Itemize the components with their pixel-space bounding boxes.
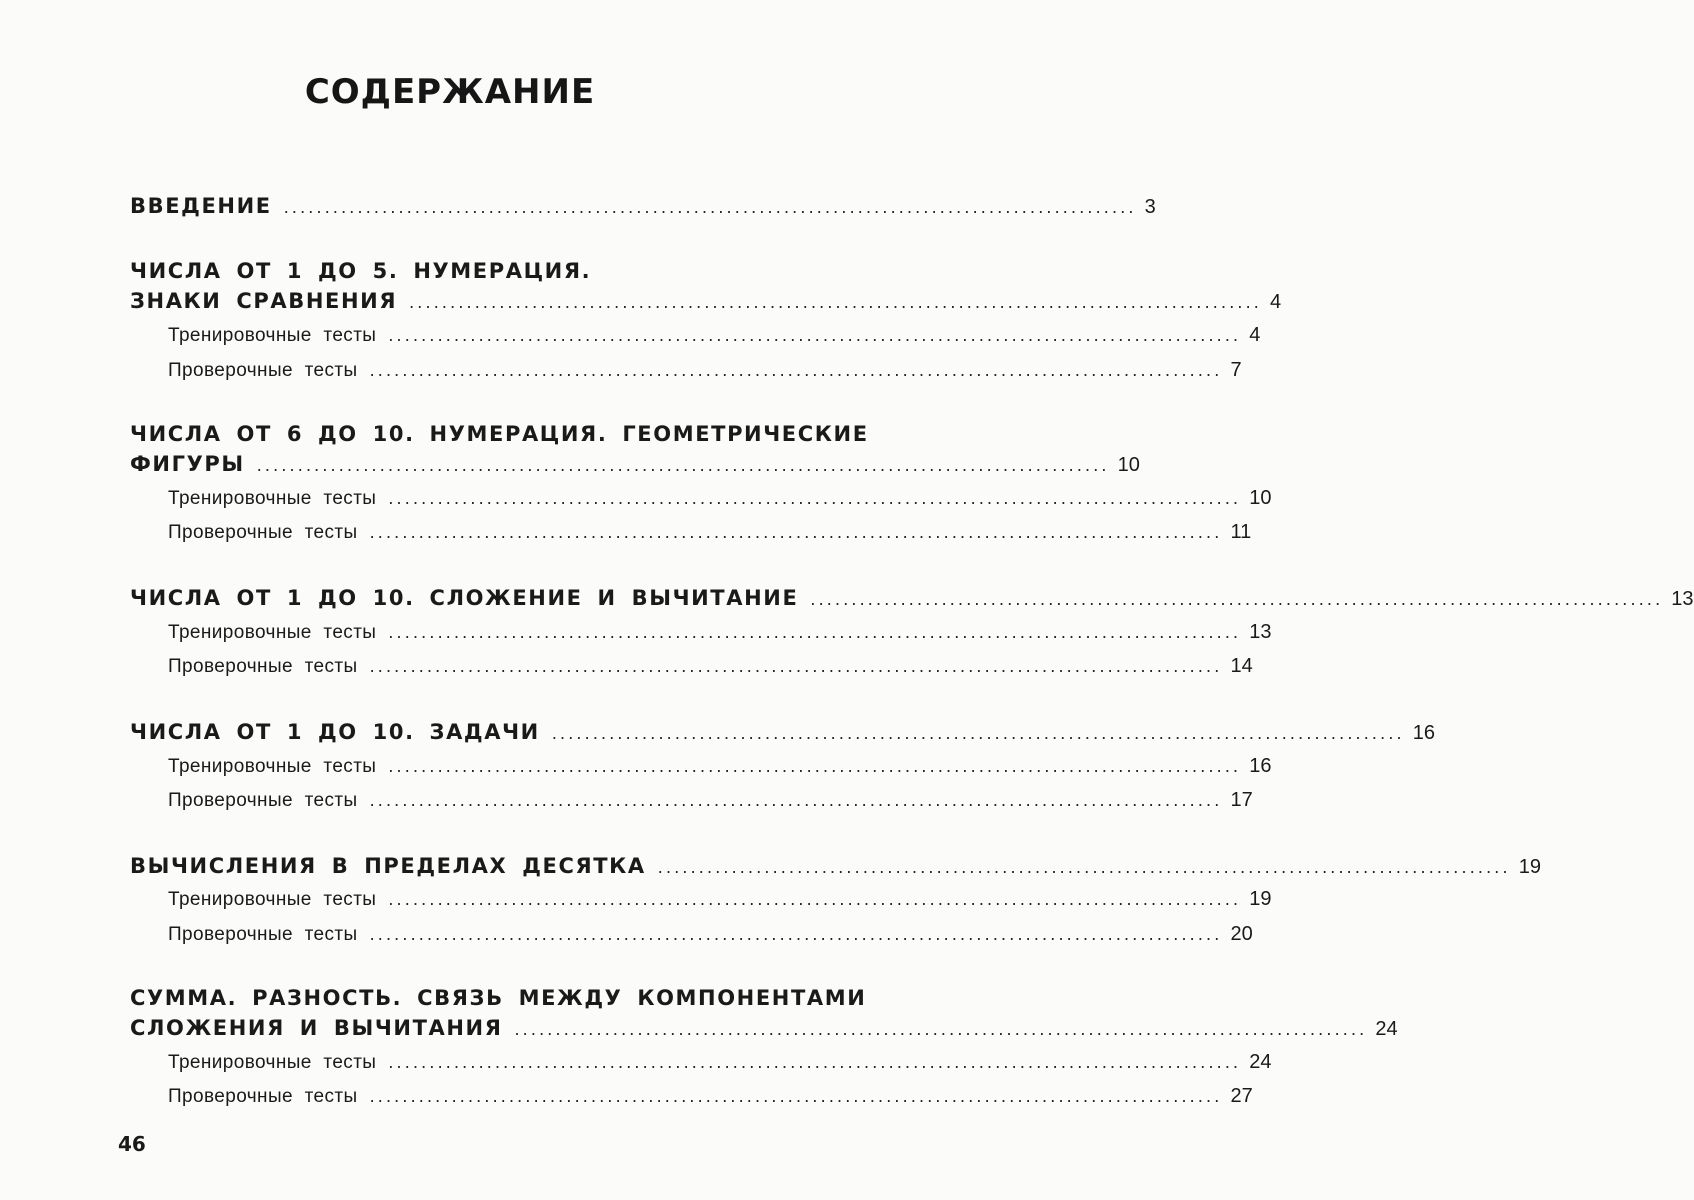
toc-entry-section[interactable] bbox=[0, 1016, 1398, 1046]
toc-page-number: 3 bbox=[1144, 196, 1156, 218]
dot-leader: ........................................................................................................ bbox=[388, 325, 1242, 345]
toc-entry-subsection[interactable] bbox=[0, 1085, 1253, 1115]
toc-page-number: 10 bbox=[1117, 454, 1140, 476]
toc-entry-subsection[interactable] bbox=[0, 487, 1272, 517]
toc-entry-label: Проверочные тесты bbox=[168, 1086, 358, 1107]
toc-section-heading-line: ЧИСЛА ОТ 6 ДО 10. НУМЕРАЦИЯ. ГЕОМЕТРИЧЕСКИЕ bbox=[130, 422, 869, 446]
toc-entry-label: Тренировочные тесты bbox=[168, 1052, 377, 1073]
dot-leader: ........................................................................................................ bbox=[388, 622, 1242, 642]
toc-page-number: 13 bbox=[1249, 621, 1272, 643]
toc-entry-section[interactable] bbox=[0, 854, 1541, 884]
toc-entry-subsection[interactable] bbox=[0, 923, 1253, 953]
toc-entry-label: Тренировочные тесты bbox=[168, 889, 377, 910]
toc-page-number: 10 bbox=[1249, 487, 1272, 509]
toc-entry-label: Тренировочные тесты bbox=[168, 622, 377, 643]
dot-leader: ........................................................................................................ bbox=[388, 889, 1242, 909]
toc-page-number: 17 bbox=[1230, 789, 1253, 811]
toc-entry-subsection[interactable] bbox=[0, 359, 1242, 389]
toc-entry-section[interactable] bbox=[0, 452, 1140, 482]
dot-leader: ........................................................................................................ bbox=[256, 455, 1110, 475]
toc-page-number: 27 bbox=[1230, 1085, 1253, 1107]
toc-entry-label: ЧИСЛА ОТ 1 ДО 10. СЛОЖЕНИЕ И ВЫЧИТАНИЕ bbox=[130, 586, 799, 610]
toc-section-heading-line: СУММА. РАЗНОСТЬ. СВЯЗЬ МЕЖДУ КОМПОНЕНТАМИ bbox=[130, 986, 867, 1010]
toc-page-number: 16 bbox=[1412, 722, 1435, 744]
toc-entry-label: Проверочные тесты bbox=[168, 790, 358, 811]
toc-page-number: 19 bbox=[1518, 856, 1541, 878]
toc-page-number: 14 bbox=[1230, 655, 1253, 677]
dot-leader: ........................................................................................................ bbox=[551, 723, 1405, 743]
dot-leader: ........................................................................................................ bbox=[369, 1086, 1223, 1106]
toc-entry-intro[interactable] bbox=[0, 194, 1156, 224]
toc-entry-label: Проверочные тесты bbox=[168, 924, 358, 945]
dot-leader: ........................................................................................................ bbox=[369, 656, 1223, 676]
toc-entry-label: ВЫЧИСЛЕНИЯ В ПРЕДЕЛАХ ДЕСЯТКА bbox=[130, 854, 646, 878]
page-title: СОДЕРЖАНИЕ bbox=[304, 72, 596, 112]
dot-leader: ........................................................................................................ bbox=[810, 589, 1664, 609]
dot-leader: ........................................................................................................ bbox=[409, 292, 1263, 312]
toc-entry-subsection[interactable] bbox=[0, 655, 1253, 685]
toc-page-number: 4 bbox=[1270, 291, 1282, 313]
toc-entry-label: СЛОЖЕНИЯ И ВЫЧИТАНИЯ bbox=[130, 1016, 503, 1040]
toc-entry-subsection[interactable] bbox=[0, 1051, 1272, 1081]
dot-leader: ........................................................................................................ bbox=[657, 857, 1511, 877]
toc-entry-label: Тренировочные тесты bbox=[168, 756, 377, 777]
toc-entry-subsection[interactable] bbox=[0, 789, 1253, 819]
toc-page-number: 13 bbox=[1671, 588, 1694, 610]
toc-page-number: 7 bbox=[1230, 359, 1242, 381]
toc-page-number: 11 bbox=[1230, 521, 1252, 543]
toc-entry-label: Тренировочные тесты bbox=[168, 325, 377, 346]
toc-entry-label: ВВЕДЕНИЕ bbox=[130, 194, 272, 218]
toc-entry-subsection[interactable] bbox=[0, 755, 1272, 785]
toc-entry-label: ЗНАКИ СРАВНЕНИЯ bbox=[130, 289, 398, 313]
dot-leader: ........................................................................................................ bbox=[369, 790, 1223, 810]
dot-leader: ........................................................................................................ bbox=[514, 1019, 1368, 1039]
dot-leader: ........................................................................................................ bbox=[369, 924, 1223, 944]
dot-leader: ........................................................................................................ bbox=[283, 197, 1137, 217]
toc-entry-label: ЧИСЛА ОТ 1 ДО 10. ЗАДАЧИ bbox=[130, 720, 540, 744]
toc-section-heading-line: ЧИСЛА ОТ 1 ДО 5. НУМЕРАЦИЯ. bbox=[130, 259, 592, 283]
dot-leader: ........................................................................................................ bbox=[369, 360, 1223, 380]
toc-entry-subsection[interactable] bbox=[0, 521, 1252, 551]
toc-entry-section[interactable] bbox=[0, 586, 1694, 616]
page-number: 46 bbox=[118, 1132, 146, 1156]
dot-leader: ........................................................................................................ bbox=[369, 522, 1223, 542]
dot-leader: ........................................................................................................ bbox=[388, 1052, 1242, 1072]
toc-entry-label: Проверочные тесты bbox=[168, 522, 358, 543]
toc-entry-subsection[interactable] bbox=[0, 888, 1272, 918]
toc-page-number: 16 bbox=[1249, 755, 1272, 777]
toc-page-number: 19 bbox=[1249, 888, 1272, 910]
toc-page-number: 20 bbox=[1230, 923, 1253, 945]
dot-leader: ........................................................................................................ bbox=[388, 756, 1242, 776]
toc-page-number: 24 bbox=[1249, 1051, 1272, 1073]
toc-page-number: 4 bbox=[1249, 324, 1261, 346]
toc-entry-label: Проверочные тесты bbox=[168, 656, 358, 677]
dot-leader: ........................................................................................................ bbox=[388, 488, 1242, 508]
toc-entry-section[interactable] bbox=[0, 289, 1282, 319]
toc-entry-section[interactable] bbox=[0, 720, 1435, 750]
toc-entry-subsection[interactable] bbox=[0, 621, 1272, 651]
toc-entry-subsection[interactable] bbox=[0, 324, 1261, 354]
toc-entry-label: ФИГУРЫ bbox=[130, 452, 245, 476]
toc-entry-label: Тренировочные тесты bbox=[168, 488, 377, 509]
toc-entry-label: Проверочные тесты bbox=[168, 360, 358, 381]
toc-page-number: 24 bbox=[1375, 1018, 1398, 1040]
